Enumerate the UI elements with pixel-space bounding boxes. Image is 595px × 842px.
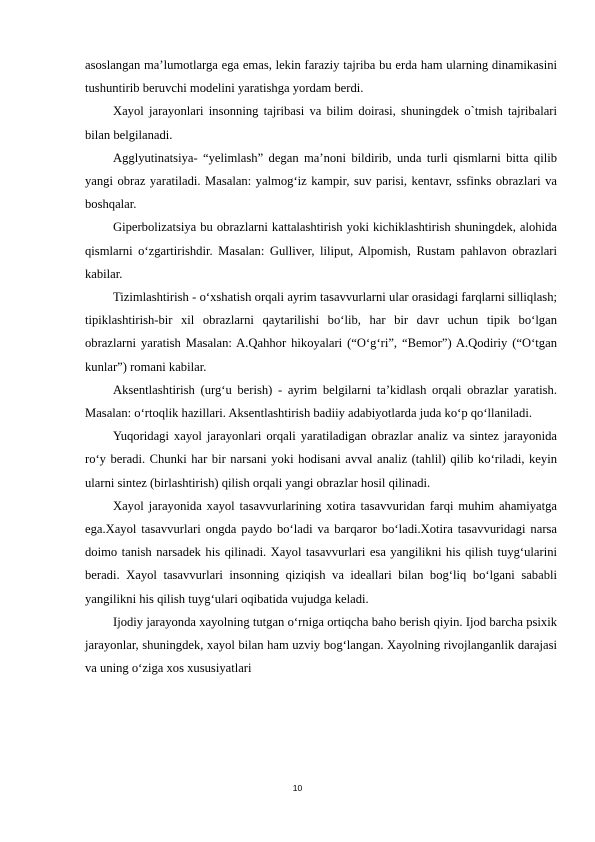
body-text — [85, 54, 557, 680]
paragraph-6: Aksentlashtirish (urg‘u berish) - ayrim belgilarni ta’kidlash orqali obrazlar yaratish. Masalan: o‘rtoqlik hazillari. Aksentlashtirish badiiy adabiyotlarda juda ko‘p qo‘llaniladi. — [85, 382, 557, 421]
paragraph-7: Yuqoridagi xayol jarayonlari orqali yaratiladigan obrazlar analiz va sintez jarayonida ro‘y beradi. Chunki har bir narsani yoki hodisani avval analiz (tahlil) qilib ko‘riladi, keyin ularni sintez (birlashtirish) qilish orqali yangi obrazlar hosil qilinadi. — [85, 429, 557, 490]
paragraph-8: Xayol jarayonida xayol tasavvurlarining xotira tasavvuridan farqi muhim ahamiyatga ega.Xayol tasavvurlari ongda paydo bo‘ladi va barqaror bo‘ladi.Xotira tasavvuridagi narsa doimo tanish narsadek his qilinadi. Xayol tasavvurlari esa yangilikni his qilish tuyg‘ularini beradi. Xayol tasavvurlari insonning qiziqish va ideallari bilan bog‘liq bo‘lgani sababli yangilikni his qilish tuyg‘ulari oqibatida vujudga keladi. — [85, 498, 557, 606]
paragraph-5: Tizimlashtirish - o‘xshatish orqali ayrim tasavvurlarni ular orasidagi farqlarni silliqlash; tipiklashtirish-bir xil obrazlarni qaytarilishi bo‘lib, har bir davr uchun tipik bo‘lgan obrazlarni yaratish Masalan: A.Qahhor hikoyalari (“O‘g‘ri”, “Bemor”) A.Qodiriy (“O‘tgan kunlar”) romani kabilar. — [85, 290, 557, 374]
paragraph-2: Xayol jarayonlari insonning tajribasi va bilim doirasi, shuningdek o`tmish tajribalari bilan belgilanadi. — [85, 104, 557, 142]
paragraph-9: Ijodiy jarayonda xayolning tutgan o‘rniga ortiqcha baho berish qiyin. Ijod barcha psixik jarayonlar, shuningdek, xayol bilan ham uzviy bog‘langan. Xayolning rivojlanganlik darajasi va uning o‘ziga xos xususiyatlari — [85, 614, 557, 676]
paragraph-1: asoslangan ma’lumotlarga ega emas, lekin faraziy tajriba bu erda ham ularning dinamikasini tushuntirib beruvchi modelini yaratishga yordam berdi. — [85, 58, 557, 96]
paragraph-3: Agglyutinatsiya- “yelimlash” degan ma’noni bildirib, unda turli qismlarni bitta qilib yangi obraz yaratiladi. Masalan: yalmog‘iz kampir, suv parisi, kentavr, ssfinks obrazlari va boshqalar. — [85, 150, 557, 212]
page-number: 10 — [292, 783, 303, 793]
paragraph-4: Giperbolizatsiya bu obrazlarni kattalashtirish yoki kichiklashtirish shuningdek, alohida qismlarni o‘zgartirishdir. Masalan: Gulliver, liliput, Alpomish, Rustam pahlavon obrazlari kabilar. — [85, 220, 557, 281]
